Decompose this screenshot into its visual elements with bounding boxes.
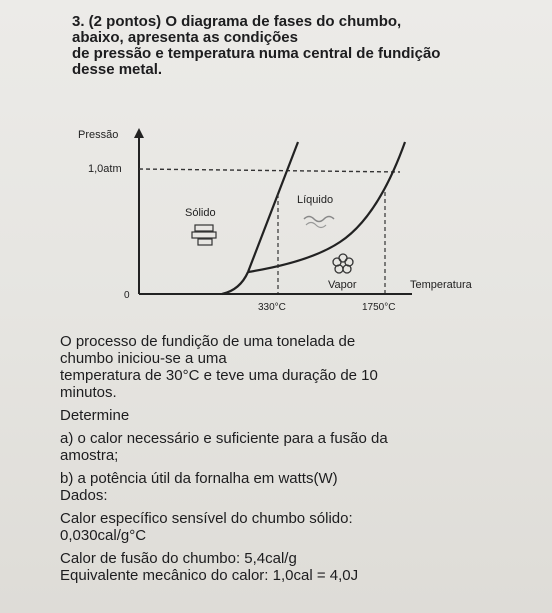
region-solid-label: Sólido: [185, 207, 216, 219]
question-line: desse metal.: [72, 61, 163, 78]
pressure-label: 1,0atm: [88, 163, 122, 175]
dado-specific-heat-value: 0,030cal/g°C: [60, 527, 147, 544]
liquid-wave-icon: [304, 217, 334, 222]
one-atm-dashed-line: [139, 169, 400, 172]
melting-temp-label: 330°C: [258, 302, 286, 313]
melting-curve: [248, 142, 298, 272]
boiling-curve: [248, 142, 405, 272]
dado-specific-heat: Calor específico sensível do chumbo sólido:: [60, 510, 353, 527]
question-line: abaixo, apresenta as condições: [72, 29, 298, 46]
intro-line: O processo de fundição de uma tonelada de: [60, 333, 356, 350]
question-header: [72, 14, 532, 78]
y-axis-label: Pressão: [78, 129, 119, 141]
determine-heading: Determine: [60, 407, 130, 424]
question-line: de pressão e temperatura numa central de fundição: [72, 45, 441, 62]
dado-mechanical-equivalent: Equivalente mecânico do calor: 1,0cal = 4,0J: [60, 567, 359, 584]
item-a-line: a) o calor necessário e suficiente para a fusão da: [60, 430, 388, 447]
solid-icon: [192, 225, 216, 245]
dados-heading: Dados:: [60, 487, 108, 504]
vapor-cloud-icon: [333, 254, 353, 273]
x-axis-label: Temperatura: [410, 279, 472, 291]
boiling-temp-label: 1750°C: [362, 302, 396, 313]
region-vapor-label: Vapor: [328, 279, 357, 291]
intro-line: temperatura de 30°C e teve uma duração de 10: [60, 367, 378, 384]
item-b-line: b) a potência útil da fornalha em watts(W): [60, 470, 338, 487]
question-line: 3. (2 pontos) O diagrama de fases do chumbo,: [72, 13, 402, 30]
sublimation-curve: [222, 272, 248, 294]
y-axis-arrow: [134, 128, 144, 138]
origin-label: 0: [124, 290, 130, 301]
intro-line: minutos.: [60, 384, 117, 401]
problem-body: [60, 333, 540, 584]
dado-fusion-heat: Calor de fusão do chumbo: 5,4cal/g: [60, 550, 297, 567]
region-liquid-label: Líquido: [297, 194, 334, 206]
phase-diagram: [60, 122, 530, 322]
liquid-wave-icon: [306, 223, 326, 228]
item-a-line: amostra;: [60, 447, 119, 464]
intro-line: chumbo iniciou-se a uma: [60, 350, 227, 367]
